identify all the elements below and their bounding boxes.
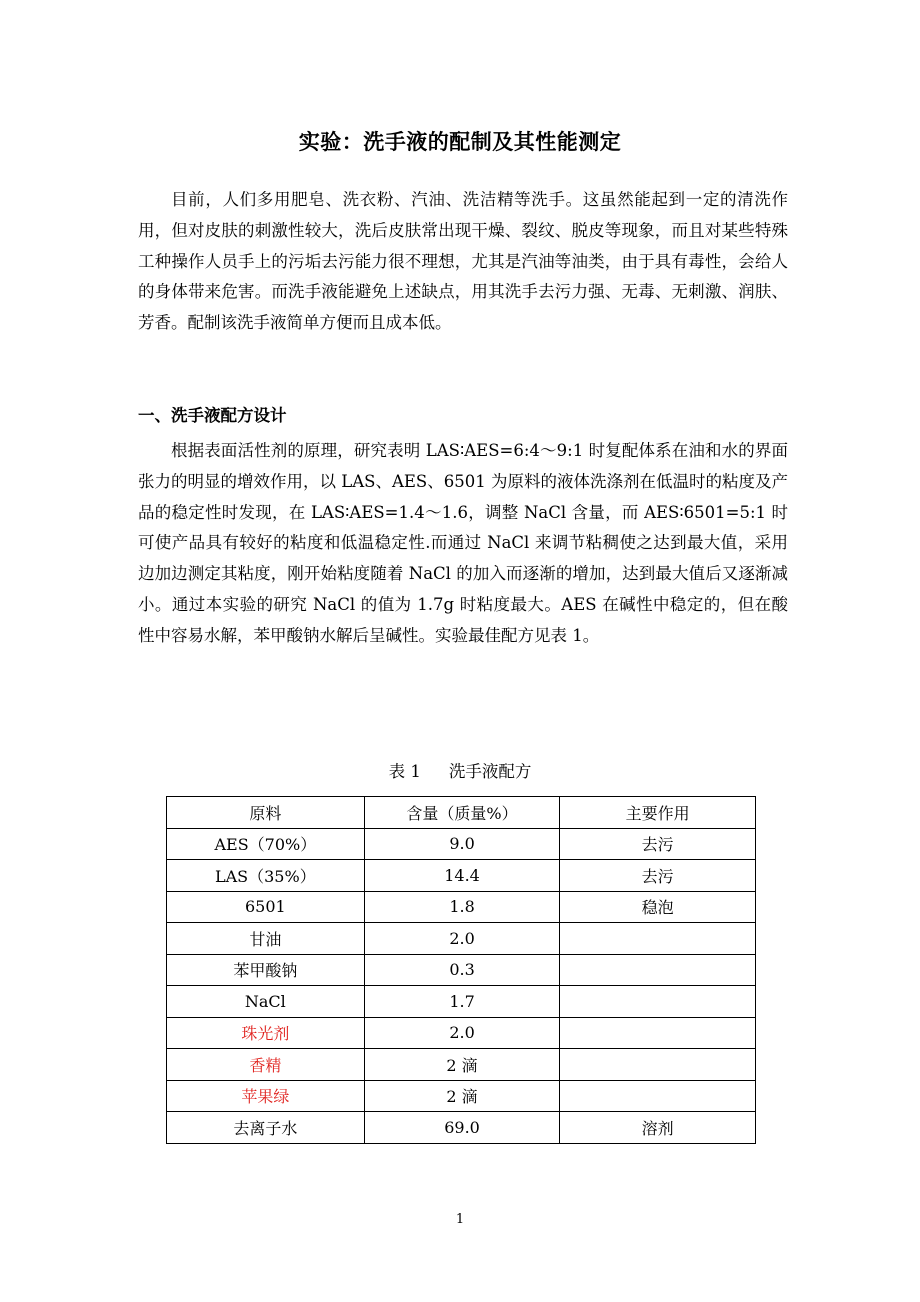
function-cell — [560, 1049, 756, 1081]
ingredient-cell: 苯甲酸钠 — [167, 954, 365, 986]
table-row — [167, 1017, 756, 1049]
amount-cell: 2.0 — [364, 923, 560, 955]
ingredient-cell: NaCl — [167, 986, 365, 1018]
table-row — [167, 1049, 756, 1081]
header-cell: 主要作用 — [560, 797, 756, 829]
design-paragraph: 根据表面活性剂的原理，研究表明 LAS∶AES=6:4～9:1 时复配体系在油和水的界面张力的明显的增效作用，以 LAS、AES、6501 为原料的液体洗涤剂在低温时的粘度及产品的稳定性时发现，在 LAS∶AES=1.4～1.6，调整 NaCl 含量，而 AES∶6501=5:1 时可使产品具有较好的粘度和低温稳定性.而通过 NaCl 来调节粘稠使之达到最大值，采用边加边测定其粘度，刚开始粘度随着 NaCl 的加入而逐渐的增加，达到最大值后又逐渐减小。通过本实验的研究 NaCl 的值为 1.7g 时粘度最大。AES 在碱性中稳定的，但在酸性中容易水解，苯甲酸钠水解后呈碱性。实验最佳配方见表 1。 — [138, 441, 788, 645]
table-row — [167, 923, 756, 955]
function-cell: 去污 — [560, 828, 756, 860]
amount-cell: 1.7 — [364, 986, 560, 1018]
ingredient-cell-highlighted: 苹果绿 — [167, 1080, 365, 1112]
function-cell — [560, 923, 756, 955]
amount-cell: 69.0 — [364, 1112, 560, 1144]
function-cell: 溶剂 — [560, 1112, 756, 1144]
amount-cell: 2.0 — [364, 1017, 560, 1049]
page-title: 实验：洗手液的配制及其性能测定 — [298, 130, 622, 155]
table-row — [167, 954, 756, 986]
function-cell — [560, 986, 756, 1018]
function-cell: 去污 — [560, 860, 756, 892]
table-row — [167, 1080, 756, 1112]
amount-cell: 1.8 — [364, 891, 560, 923]
table-row — [167, 986, 756, 1018]
ingredient-cell: AES（70%） — [167, 828, 365, 860]
table-row — [167, 891, 756, 923]
table-row — [167, 828, 756, 860]
section-heading: 一、洗手液配方设计 — [138, 406, 287, 425]
table-caption-title: 洗手液配方 — [448, 762, 532, 781]
function-cell — [560, 1080, 756, 1112]
table-row — [167, 1112, 756, 1144]
header-cell: 原料 — [167, 797, 365, 829]
ingredient-cell-highlighted: 香精 — [167, 1049, 365, 1081]
function-cell — [560, 1017, 756, 1049]
ingredient-cell: LAS（35%） — [167, 860, 365, 892]
table-caption-number: 表 1 — [388, 762, 421, 781]
header-cell: 含量（质量%） — [364, 797, 560, 829]
ingredient-cell-highlighted: 珠光剂 — [167, 1017, 365, 1049]
intro-paragraph: 目前，人们多用肥皂、洗衣粉、汽油、洗洁精等洗手。这虽然能起到一定的清洗作用，但对皮肤的刺激性较大，洗后皮肤常出现干燥、裂纹、脱皮等现象，而且对某些特殊工种操作人员手上的污垢去污能力很不理想，尤其是汽油等油类，由于具有毒性，会给人的身体带来危害。而洗手液能避免上述缺点，用其洗手去污力强、无毒、无刺激、润肤、芳香。配制该洗手液简单方便而且成本低。 — [138, 190, 788, 333]
amount-cell: 0.3 — [364, 954, 560, 986]
function-cell — [560, 954, 756, 986]
table-caption — [0, 760, 920, 784]
amount-cell: 2 滴 — [364, 1080, 560, 1112]
amount-cell: 14.4 — [364, 860, 560, 892]
ingredient-cell: 6501 — [167, 891, 365, 923]
formula-table — [166, 796, 756, 1144]
page-number: 1 — [455, 1212, 465, 1227]
ingredient-cell: 去离子水 — [167, 1112, 365, 1144]
amount-cell: 9.0 — [364, 828, 560, 860]
amount-cell: 2 滴 — [364, 1049, 560, 1081]
function-cell: 稳泡 — [560, 891, 756, 923]
table-row — [167, 860, 756, 892]
ingredient-cell: 甘油 — [167, 923, 365, 955]
table-header-row — [167, 797, 756, 829]
